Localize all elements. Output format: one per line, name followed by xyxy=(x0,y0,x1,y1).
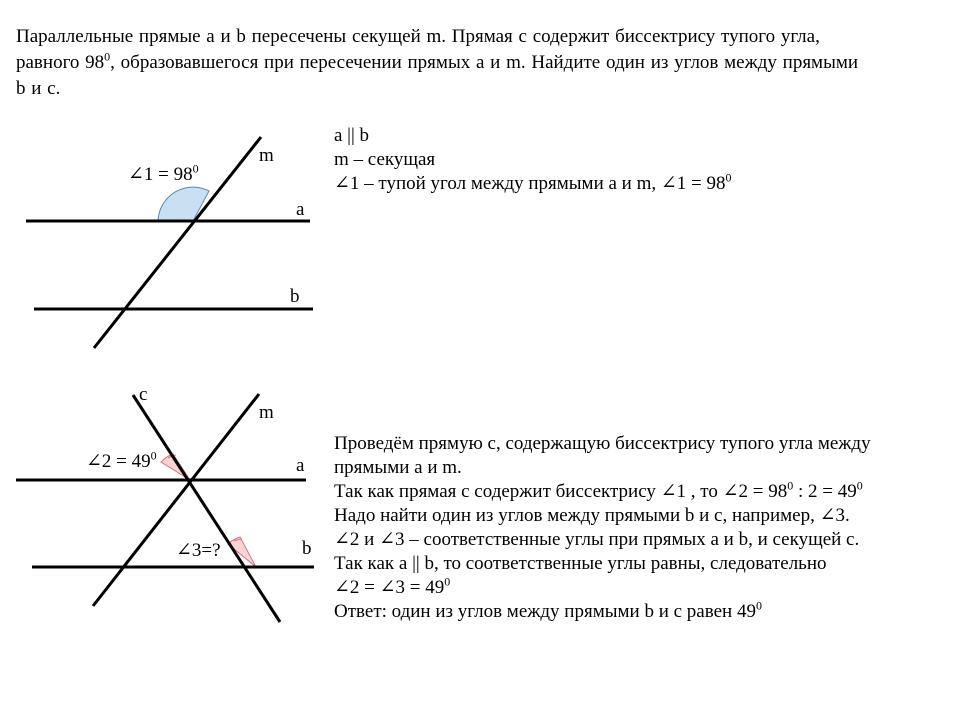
solution-block xyxy=(334,432,944,624)
label-b: b xyxy=(290,286,300,307)
label-a: a xyxy=(296,199,305,220)
given-block xyxy=(334,124,732,196)
solution-line-2: прямыми а и m. xyxy=(334,457,462,478)
label-b-2: b xyxy=(302,538,312,559)
degree-mark: 0 xyxy=(104,49,111,64)
problem-line-2: равного $98^0$, образовавшегося при пересечении прямых a и m. Найдите один из углов между прямыми xyxy=(16,49,859,73)
solution-line-7: ∠2 = ∠3 = $49^0$ xyxy=(334,574,451,598)
label-a-2: a xyxy=(296,455,305,476)
label-angle-2: ∠2 = $49^0$ xyxy=(86,448,157,472)
given-line-2: m – секущая xyxy=(334,149,436,170)
angle-1-arc xyxy=(158,187,209,221)
given-line-3: ∠1 – тупой угол между прямыми а и m, ∠1 = $98^0$ xyxy=(334,170,732,194)
label-m: m xyxy=(259,145,274,166)
label-m-2: m xyxy=(259,402,274,423)
line-m-2 xyxy=(93,394,259,606)
given-line-1: a || b xyxy=(334,125,370,146)
answer-line: Ответ: один из углов между прямыми b и с равен $49^0$ xyxy=(334,598,762,622)
label-angle-1: ∠1 = $98^0$ xyxy=(128,161,199,185)
solution-line-3: Так как прямая с содержит биссектрису ∠1 , то ∠2 = $98^0$ : $2 = 49^0$ xyxy=(334,478,863,502)
solution-line-5: ∠2 и ∠3 – соответственные углы при прямых a и b, и секущей с. xyxy=(334,529,860,550)
problem-line-1: Параллельные прямые a и b пересечены секущей m. Прямая с содержит биссектрису тупого угла, xyxy=(16,26,820,47)
label-angle-3: ∠3=? xyxy=(176,540,221,561)
problem-line-3: b и с. xyxy=(16,78,61,99)
solution-line-1: Проведём прямую с, содержащую биссектрису тупого угла между xyxy=(334,433,871,454)
solution-line-6: Так как a || b, то соответственные углы равны, следовательно xyxy=(334,553,827,574)
solution-line-4: Надо найти один из углов между прямыми b и с, например, ∠3. xyxy=(334,505,850,526)
label-c: c xyxy=(139,384,148,405)
figure-2 xyxy=(16,394,314,622)
line-c xyxy=(133,395,280,622)
